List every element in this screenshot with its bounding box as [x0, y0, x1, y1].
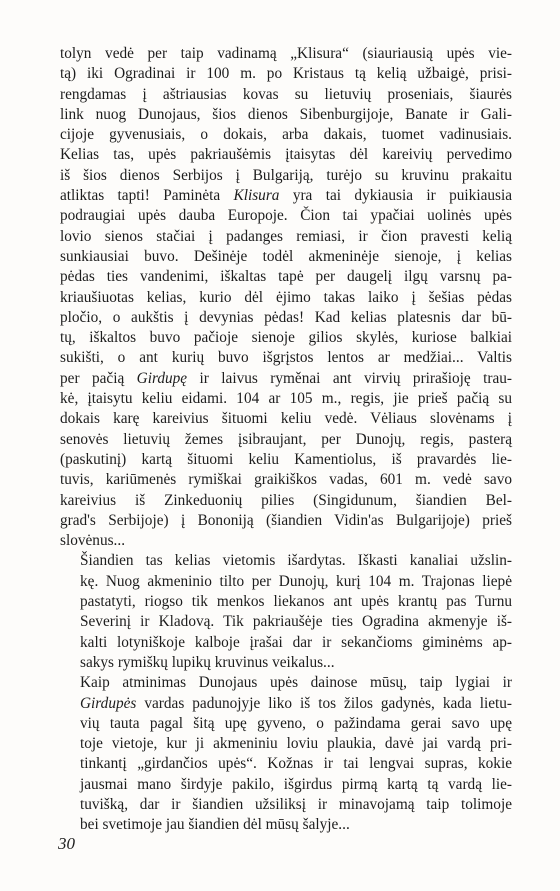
text-line: kriaušiuotas kelias, kurio dėl ėjimo takas laiko į šešias pėdas [60, 288, 512, 306]
text-line: lovio sienos stačiai į padanges remiasi, ir čion pravesti kelią [60, 227, 512, 245]
text-line: sukišti, o ant kurių buvo išgrįstos lentos ar medžiai... Valtis [60, 349, 512, 367]
text-line: sunkiausiai buvo. Dešinėje todėl akmeninėje sienoje, į kelias [60, 247, 512, 265]
text-line: pločio, o aukštis į devynias pėdas! Kad kelias platesnis dar bū- [60, 308, 512, 326]
text-line: kę. Nuog akmeninio tilto per Dunojų, kurį 104 m. Trajonas liepė [80, 572, 512, 590]
text-line: rengdamas į aštriausias kovas su lietuvių proseniais, šiaurės [60, 85, 512, 103]
text-line: Girdupės vardas padunojyje liko iš tos žilos gadynės, kada lietu- [80, 694, 512, 712]
body-text [60, 44, 512, 836]
text-line: tinkantį „girdančios upės“. Kožnas ir tai lengvai supras, kokie [80, 755, 512, 773]
text-line: cijoje gyvenusiais, o dokais, arba dakais, tuomet vadinusiais. [60, 126, 512, 144]
text-line: tų, iškaltos buvo pačioje sienoje gilios skylės, kuriose balkiai [60, 329, 512, 347]
paragraph [60, 673, 512, 835]
text-line: grad's Serbijoje) į Bononiją (šiandien Vidin'as Bulgarijoje) prieš [60, 511, 512, 529]
text-line: tolyn vedė per taip vadinamą „Klisura“ (siauriausią upės vie- [60, 45, 512, 62]
text-line: Šiandien tas kelias vietomis išardytas. Iškasti kanaliai užslin- [80, 552, 512, 570]
paragraph [60, 44, 512, 551]
text-line: vių tauta pagal šitą upę gyveno, o pažindama gerai savo upę [80, 714, 512, 732]
text-line: (paskutinį) kartą šituomi keliu Kamentiolus, iš pravardės lie- [60, 450, 512, 468]
text-line: tą) iki Ogradinai ir 100 m. po Kristaus tą kelią užbaigė, prisi- [60, 65, 512, 83]
text-line: slovėnus... [60, 532, 126, 550]
text-line: Severinį ir Kladovą. Tik pakriaušėje ties Ogradina akmenyje iš- [80, 613, 512, 631]
text-line: Kaip atminimas Dunojaus upės dainose mūsų, taip lygiai ir [80, 674, 512, 692]
text-line: podraugiai upės dauba Europoje. Čion tai ypačiai uolinės upės [60, 207, 512, 225]
text-line: tuvis, kariūmenės rymiškai graikiškos vadas, 601 m. vedė savo [60, 471, 512, 489]
text-line: kareivius iš Zinkeduonių pilies (Singidunum, šiandien Bel- [60, 491, 512, 509]
text-line: kalti lotyniškoje kalboje įrašai dar ir sekančioms giminėms ap- [80, 633, 512, 651]
text-line: dokais karę kareivius šituomi keliu vedė. Vėliaus slovėnams į [60, 410, 512, 428]
page-number: 30 [58, 834, 75, 853]
text-line: atliktas tapti! Paminėta Klisura yra tai dykiausia ir puikiausia [60, 187, 512, 205]
text-line: senovės lietuvių žemes įsibraujant, per Dunojų, regis, pasterą [60, 430, 512, 448]
text-line: iš šios dienos Serbijos į Bulgariją, turėjo su kruvinu prakaitu [60, 166, 512, 184]
text-line: link nuog Dunojaus, šios dienos Sibenburgijoje, Banate ir Gali- [60, 105, 512, 123]
paragraph [60, 551, 512, 673]
text-line: tuvišką, dar ir šiandien užsiliksį ir minavojamą taip tolimoje [80, 795, 512, 813]
text-line: pėdas ties vandenimi, iškaltas tapė per daugelį ilgų varsnų pa- [60, 268, 512, 286]
text-line: toje vietoje, kur ji akmeniniu loviu plaukia, davė jai vardą pri- [80, 735, 512, 753]
text-line: kė, įtaisytu keliu eidami. 104 ar 105 m., regis, jie prieš pačią su [60, 390, 512, 408]
text-line: sakys rymiškų lupikų kruvinus veikalus... [80, 653, 335, 671]
text-line: bei svetimoje jau šiandien dėl mūsų šalyje... [80, 816, 350, 834]
text-line: per pačią Girdupę ir laivus ryměnai ant virvių prirašioję trau- [60, 369, 512, 387]
text-line: pastatyti, riogso tik menkos liekanos ant upės krantų pas Turnu [80, 593, 512, 611]
text-line: Kelias tas, upės pakriaušėmis įtaisytas dėl kareivių pervedimo [60, 146, 512, 164]
text-line: jausmai mano širdyje pakilo, išgirdus pirmą kartą tą vardą lie- [80, 775, 512, 793]
